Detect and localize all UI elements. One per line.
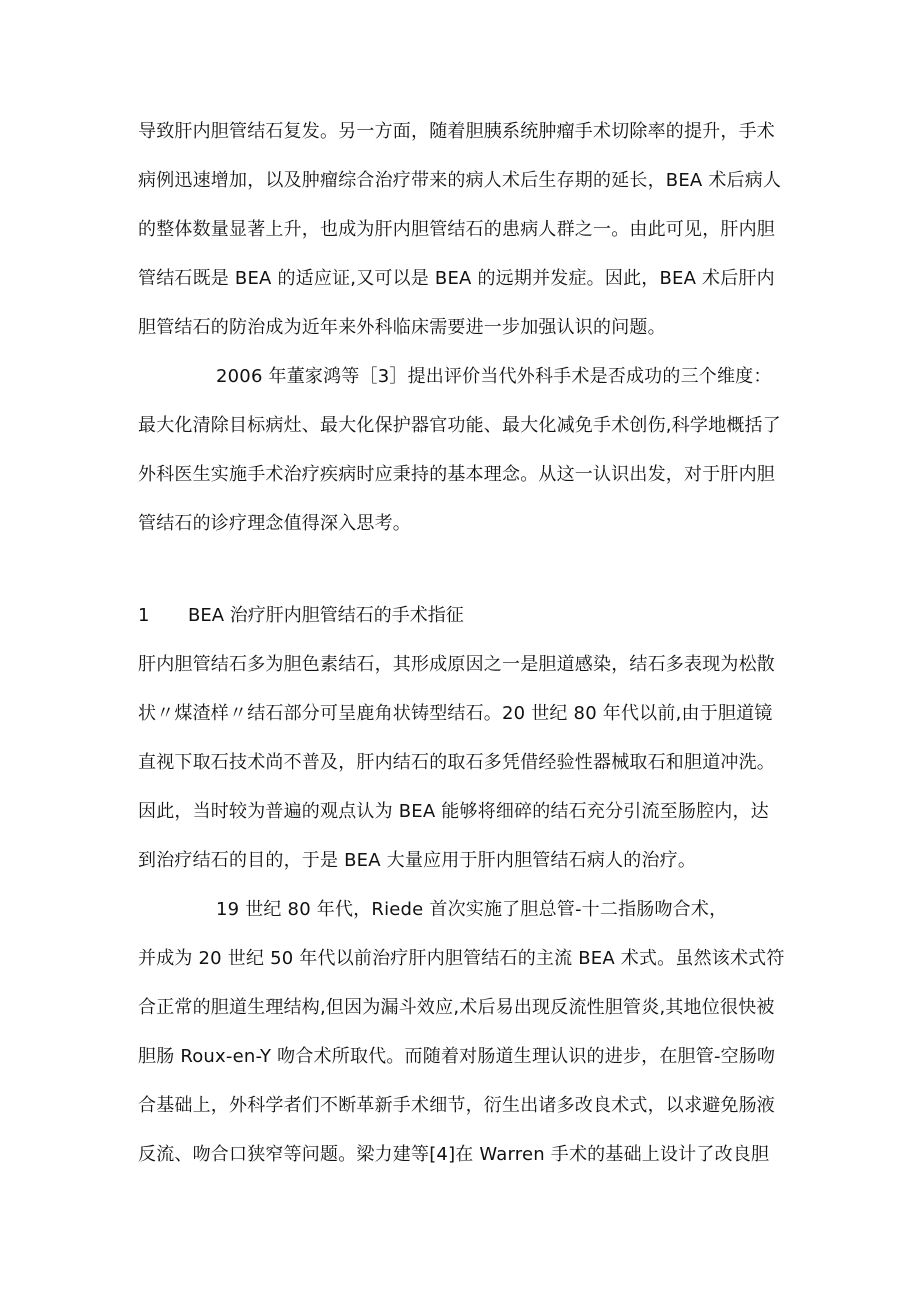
text-line: 管结石的诊疗理念值得深入思考。 <box>138 513 411 534</box>
text-line: 状〃煤渣样〃结石部分可呈鹿角状铸型结石。20 世纪 80 年代以前,由于胆道镜 <box>138 703 773 724</box>
text-line: 反流、吻合口狭窄等问题。梁力建等[4]在 Warren 手术的基础上设计了改良胆 <box>138 1144 770 1165</box>
text-line: 外科医生实施手术治疗疾病时应秉持的基本理念。从这一认识出发，对于肝内胆 <box>138 464 775 485</box>
text-line: 合基础上，外科学者们不断革新手术细节，衍生出诸多改良术式，以求避免肠液 <box>138 1095 775 1116</box>
text-line: 管结石既是 BEA 的适应证,又可以是 BEA 的远期并发症。因此，BEA 术后肝内 <box>138 268 775 289</box>
text-line-indented: 2006 年董家鸿等［3］提出评价当代外科手术是否成功的三个维度： <box>216 366 772 387</box>
section-heading <box>138 601 788 631</box>
text-line: 直视下取石技术尚不普及，肝内结石的取石多凭借经验性器械取石和胆道冲洗。 <box>138 752 775 773</box>
text-line: 合正常的胆道生理结构,但因为漏斗效应,术后易出现反流性胆管炎,其地位很快被 <box>138 997 775 1018</box>
section-number: 1 <box>138 605 150 626</box>
text-line: 胆管结石的防治成为近年来外科临床需要进一步加强认识的问题。 <box>138 317 666 338</box>
text-line: 并成为 20 世纪 50 年代以前治疗肝内胆管结石的主流 BEA 术式。虽然该术式符 <box>138 948 785 969</box>
section-title: BEA 治疗肝内胆管结石的手术指征 <box>188 605 464 626</box>
text-line: 到治疗结石的目的，于是 BEA 大量应用于肝内胆管结石病人的治疗。 <box>138 850 697 871</box>
text-line: 病例迅速增加，以及肿瘤综合治疗带来的病人术后生存期的延长，BEA 术后病人 <box>138 170 782 191</box>
text-line: 最大化清除目标病灶、最大化保护器官功能、最大化减免手术创伤,科学地概括了 <box>138 415 781 436</box>
text-line-indented: 19 世纪 80 年代，Riede 首次实施了胆总管-十二指肠吻合术， <box>216 899 728 920</box>
text-line: 导致肝内胆管结石复发。另一方面，随着胆胰系统肿瘤手术切除率的提升，手术 <box>138 121 775 142</box>
text-line: 的整体数量显著上升，也成为肝内胆管结石的患病人群之一。由此可见，肝内胆 <box>138 219 775 240</box>
text-line: 肝内胆管结石多为胆色素结石，其形成原因之一是胆道感染，结石多表现为松散 <box>138 654 775 675</box>
text-line: 胆肠 Roux-en-Y 吻合术所取代。而随着对肠道生理认识的进步，在胆管-空肠吻 <box>138 1046 776 1067</box>
text-line: 因此，当时较为普遍的观点认为 BEA 能够将细碎的结石充分引流至肠腔内，达 <box>138 801 769 822</box>
